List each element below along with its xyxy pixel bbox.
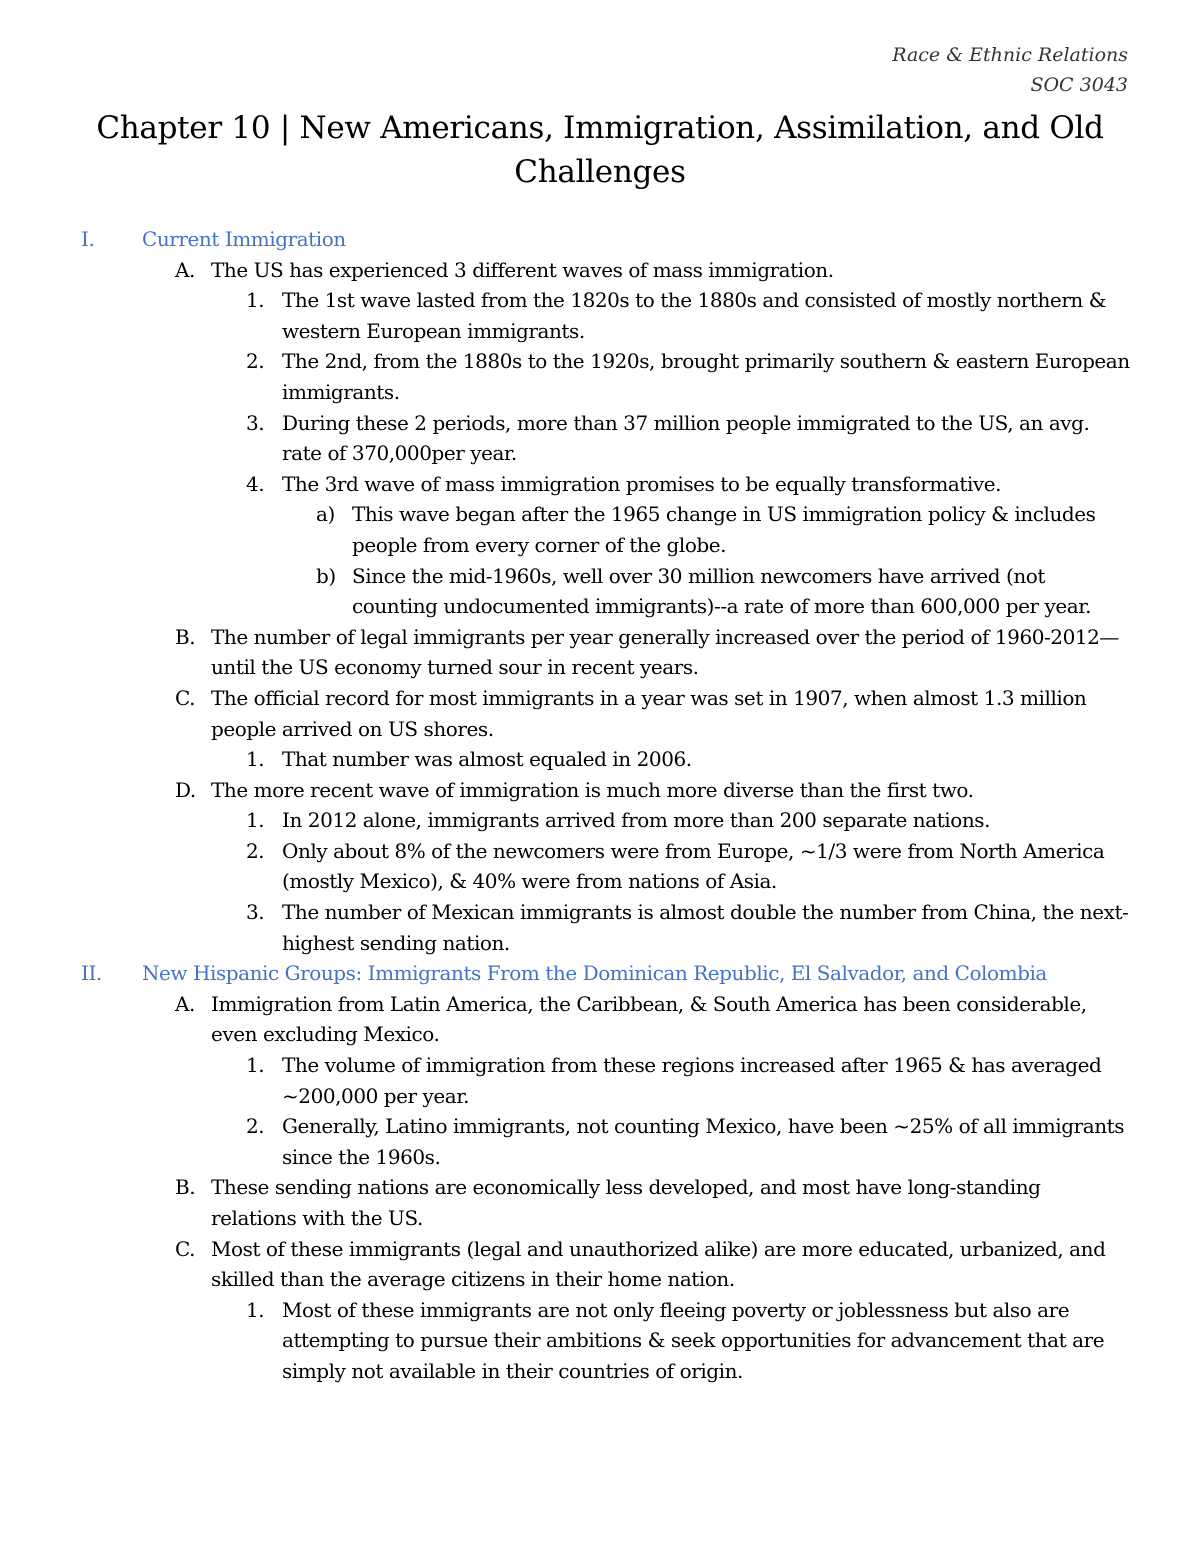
list-marker: B.	[175, 1175, 196, 1200]
list-marker: B.	[175, 624, 196, 649]
list-marker: 3.	[246, 410, 265, 435]
item-text: The 2nd, from the 1880s to the 1920s, brought primarily southern & eastern European immigrants.	[282, 349, 1130, 404]
outline-item	[0, 1050, 1132, 1111]
outline-item	[0, 561, 1132, 622]
item-text: During these 2 periods, more than 37 million people immigrated to the US, an avg. rate of 370,000per year.	[282, 410, 1090, 466]
item-text: Since the mid-1960s, well over 30 million newcomers have arrived (not counting undocumented immigrants)--a rate of more than 600,000 per year.	[352, 563, 1092, 619]
outline-item	[0, 1111, 1132, 1172]
item-text: In 2012 alone, immigrants arrived from more than 200 separate nations.	[282, 808, 990, 833]
item-text: Generally, Latino immigrants, not counting Mexico, have been ~25% of all immigrants since the 1960s.	[282, 1114, 1125, 1169]
list-marker: 1.	[246, 808, 265, 833]
list-marker: a)	[316, 502, 335, 527]
item-text: New Hispanic Groups: Immigrants From the Dominican Republic, El Salvador, and Colombia	[142, 961, 1047, 986]
course-code: SOC 3043	[1030, 74, 1128, 96]
list-marker: 1.	[246, 1297, 265, 1322]
document-title: Chapter 10 | New Americans, Immigration, Assimilation, and Old Challenges	[96, 110, 1104, 190]
item-text: Most of these immigrants are not only fleeing poverty or joblessness but also are attempting to pursue their ambitions & seek opportunities for advancement that are simply not available in their countries of origin.	[282, 1297, 1105, 1383]
item-text: Most of these immigrants (legal and unauthorized alike) are more educated, urbanized, and skilled than the average citizens in their home nation.	[211, 1236, 1106, 1292]
item-text: The US has experienced 3 different waves of mass immigration.	[211, 257, 834, 282]
item-text: That number was almost equaled in 2006.	[282, 747, 692, 772]
outline	[0, 224, 1200, 1387]
list-marker: C.	[175, 685, 196, 710]
item-text: The number of legal immigrants per year generally increased over the period of 1960-2012—until the US economy turned sour in recent years.	[211, 624, 1119, 680]
item-text: The volume of immigration from these regions increased after 1965 & has averaged ~200,000 per year.	[282, 1053, 1102, 1108]
list-marker: A.	[175, 991, 195, 1016]
outline-item	[0, 836, 1132, 897]
outline-item	[0, 622, 1131, 683]
list-marker: 3.	[246, 900, 265, 925]
outline-item	[0, 744, 1132, 775]
outline-item	[0, 285, 1132, 346]
course-name: Race & Ethnic Relations	[892, 44, 1128, 66]
item-text: Current Immigration	[142, 227, 346, 251]
section-heading	[0, 224, 1200, 255]
outline-item	[0, 1172, 1131, 1233]
list-marker: 1.	[246, 1053, 265, 1078]
outline-item	[0, 408, 1132, 469]
outline-item	[0, 469, 1132, 500]
section-heading	[0, 958, 1200, 989]
list-marker: C.	[175, 1236, 196, 1261]
item-text: Only about 8% of the newcomers were from Europe, ~1/3 were from North America (mostly Mexico), & 40% were from nations of Asia.	[282, 838, 1105, 894]
list-marker: 2.	[246, 1114, 265, 1139]
list-marker: 4.	[246, 471, 265, 496]
list-marker: D.	[175, 777, 196, 802]
list-marker: 1.	[246, 747, 265, 772]
list-marker: 1.	[246, 288, 265, 313]
outline-item	[0, 897, 1132, 958]
list-marker: 2.	[246, 838, 265, 863]
item-text: The more recent wave of immigration is much more diverse than the first two.	[211, 777, 974, 802]
item-text: Immigration from Latin America, the Caribbean, & South America has been considerable, even excluding Mexico.	[211, 991, 1087, 1047]
list-marker: b)	[316, 563, 336, 588]
list-marker: A.	[175, 257, 195, 282]
item-text: The 3rd wave of mass immigration promises to be equally transformative.	[282, 471, 1002, 496]
list-marker: 2.	[246, 349, 265, 374]
outline-item	[0, 989, 1131, 1050]
outline-item	[0, 499, 1132, 560]
list-marker: I.	[81, 227, 95, 251]
outline-item	[0, 683, 1131, 744]
list-marker: II.	[81, 961, 102, 986]
item-text: The 1st wave lasted from the 1820s to the 1880s and consisted of mostly northern & western European immigrants.	[282, 288, 1107, 343]
page-header	[892, 40, 1128, 100]
outline-item	[0, 805, 1132, 836]
item-text: The official record for most immigrants in a year was set in 1907, when almost 1.3 million people arrived on US shores.	[211, 685, 1087, 741]
outline-item	[0, 255, 1131, 286]
item-text: This wave began after the 1965 change in US immigration policy & includes people from every corner of the globe.	[352, 502, 1096, 557]
item-text: These sending nations are economically less developed, and most have long-standing relations with the US.	[211, 1175, 1041, 1230]
item-text: The number of Mexican immigrants is almost double the number from China, the next-highest sending nation.	[282, 900, 1129, 955]
outline-item	[0, 1295, 1132, 1387]
outline-item	[0, 346, 1132, 407]
outline-item	[0, 775, 1131, 806]
outline-item	[0, 1234, 1131, 1295]
